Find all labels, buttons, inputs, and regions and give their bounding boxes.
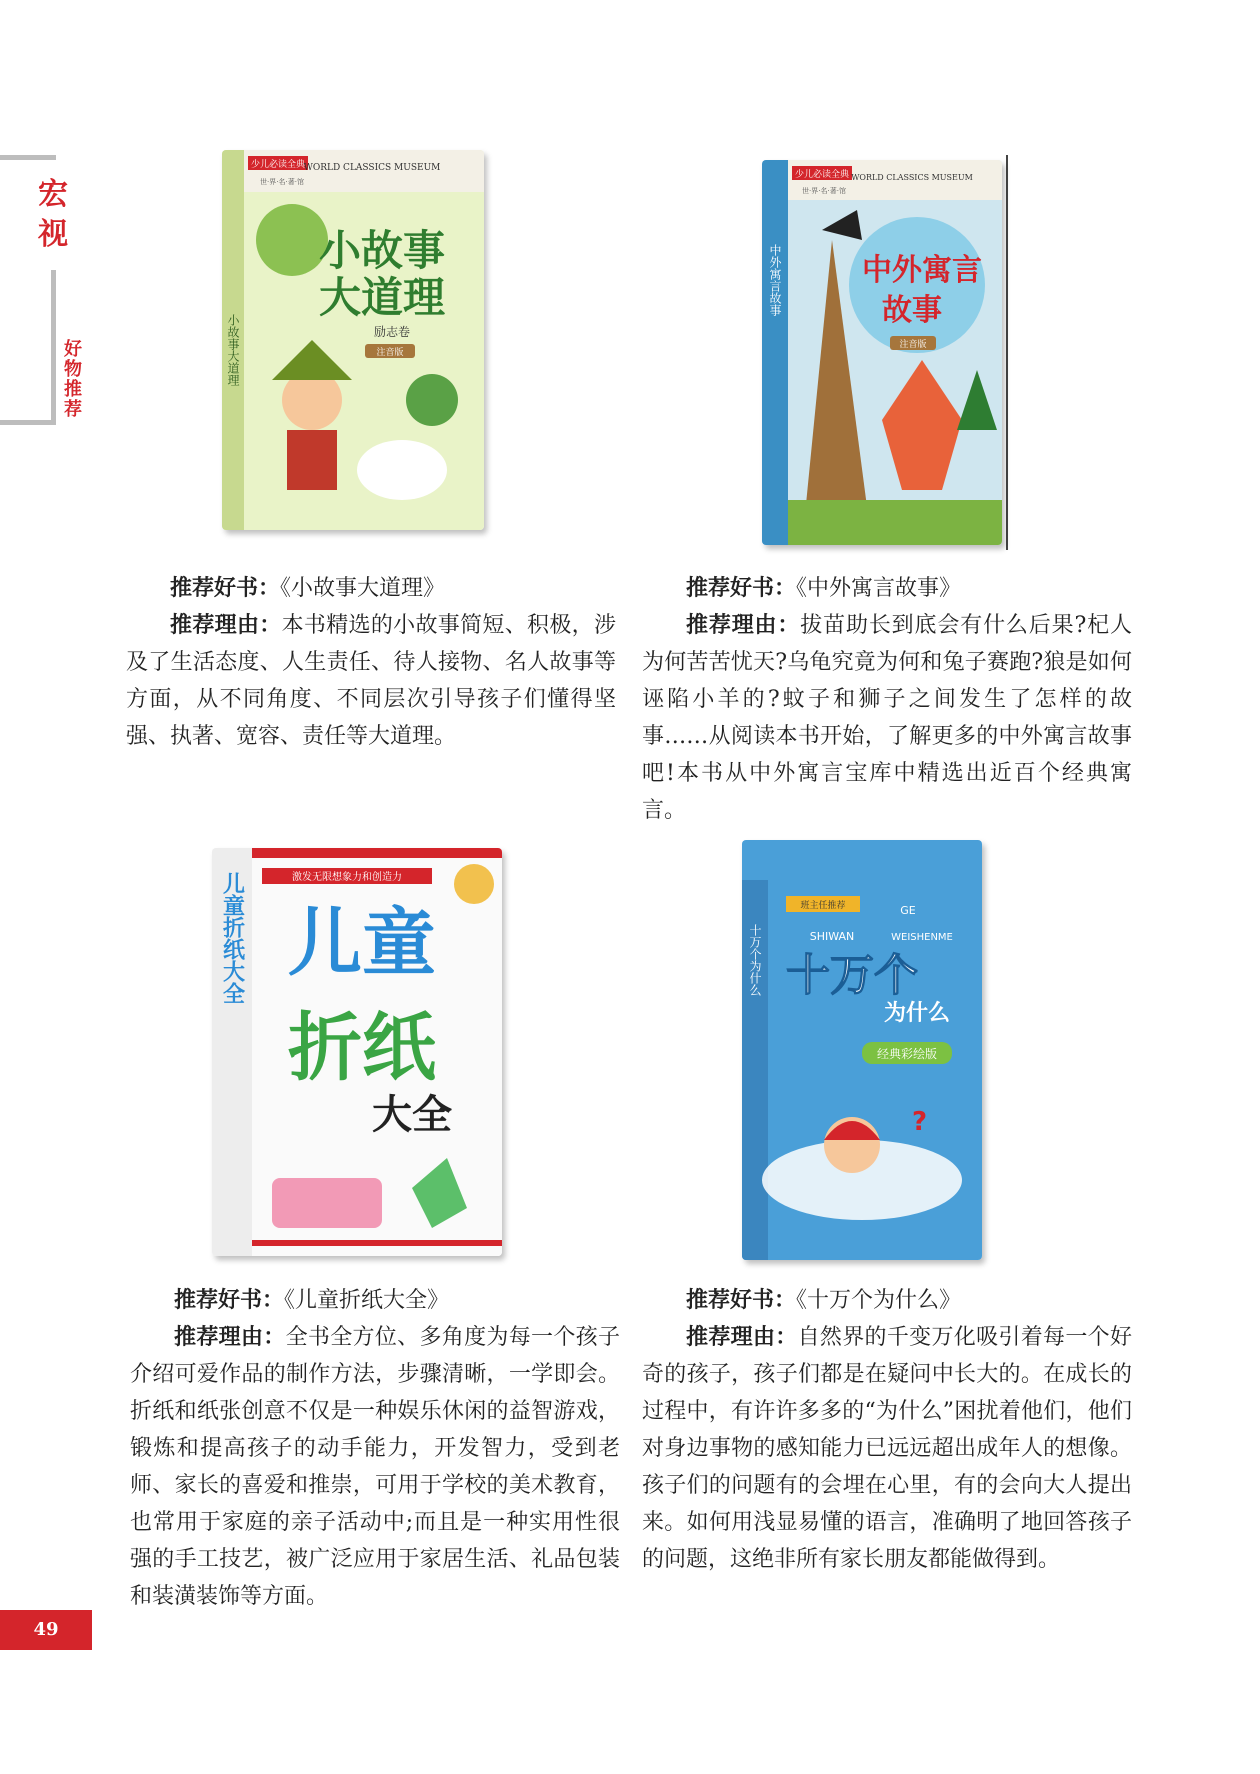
book-reason [126, 607, 616, 755]
cover-series-sub: 世·界·名·著·馆 [260, 178, 304, 186]
book-reason [642, 1319, 1132, 1578]
book-title: 《十万个为什么》 [796, 1288, 962, 1313]
cover-title-line2: 大道理 [318, 273, 446, 322]
cover-title-line2: 为什么 [883, 1001, 951, 1026]
cover-title-line1: 儿童 [288, 900, 436, 986]
column-rule [1006, 155, 1008, 550]
reason-label: 推荐理由： [686, 1324, 798, 1350]
cover-title-line3: 大全 [372, 1092, 452, 1138]
book-label: 推荐好书： [170, 575, 281, 601]
book-reason [130, 1319, 620, 1615]
section-title-char: 视 [38, 217, 68, 252]
bracket-bottom-rule [0, 420, 56, 425]
cover-pinyin-1: SHIWAN [809, 930, 855, 943]
cover-spine: 十万个为什么 [748, 924, 762, 996]
cover-series-en: WORLD CLASSICS MUSEUM [851, 173, 973, 182]
cover-illustration [742, 840, 982, 1260]
book-entry-zhezhi [130, 1282, 620, 1615]
reason-label: 推荐理由： [686, 612, 801, 638]
section-subtitle: 好物推荐 [64, 339, 82, 420]
book-title-line [642, 570, 1132, 607]
book-label: 推荐好书： [686, 575, 797, 601]
book-title: 《儿童折纸大全》 [284, 1288, 450, 1313]
book-title-line [126, 570, 616, 607]
bracket-top-rule [0, 155, 56, 160]
cover-edition: 注音版 [376, 348, 404, 358]
book-entry-shiwange [642, 1282, 1132, 1578]
cover-title-line1: 十万个 [786, 950, 918, 1001]
cover-edition: 注音版 [899, 340, 927, 350]
book-cover-zhezhi [212, 848, 502, 1256]
page-number: 49 [0, 1610, 92, 1650]
cover-title-line2: 折纸 [288, 1005, 436, 1091]
bracket-vertical-rule [51, 270, 56, 425]
reason-label: 推荐理由： [174, 1324, 286, 1350]
reason-text: 自然界的千变万化吸引着每一个好奇的孩子，孩子们都是在疑问中长大的。在成长的过程中，有许许多多的“为什么”困扰着他们，他们对身边事物的感知能力已远远超出成年人的想像。孩子们的问题有的会埋在心里，有的会向大人提出来。如何用浅显易懂的语言，准确明了地回答孩子的问题，这绝非所有家长朋友都能做得到。 [642, 1325, 1132, 1572]
cover-title-line1: 中外寓言 [862, 253, 982, 288]
book-reason [642, 607, 1132, 829]
cover-spine: 小故事大道理 [226, 314, 240, 386]
book-title: 《中外寓言故事》 [796, 576, 962, 601]
book-cover-xiaogushi [222, 150, 484, 530]
book-cover-shiwange [742, 840, 982, 1260]
svg-text:?: ? [912, 1107, 928, 1137]
reason-label: 推荐理由： [170, 612, 282, 638]
cover-spine: 中外寓言故事 [768, 244, 782, 316]
reason-text: 全书全方位、多角度为每一个孩子介绍可爱作品的制作方法，步骤清晰，一学即会。折纸和纸张创意不仅是一种娱乐休闲的益智游戏，锻炼和提高孩子的动手能力，开发智力，受到老师、家长的喜爱和推崇，可用于学校的美术教育，也常用于家庭的亲子活动中;而且是一种实用性很强的手工技艺，被广泛应用于家居生活、礼品包装和装潢装饰等方面。 [130, 1325, 620, 1609]
cover-series-badge: 少儿必读全典 [250, 160, 306, 170]
reason-text: 拔苗助长到底会有什么后果?杞人为何苦苦忧天?乌龟究竟为何和兔子赛跑?狼是如何诬陷小羊的?蚊子和狮子之间发生了怎样的故事……从阅读本书开始，了解更多的中外寓言故事吧!本书从中外寓言宝库中精选出近百个经典寓言。 [642, 613, 1132, 823]
cover-pinyin-2: GE [900, 904, 916, 917]
book-title-line [642, 1282, 1132, 1319]
reason-text: 本书精选的小故事简短、积极，涉及了生活态度、人生责任、待人接物、名人故事等方面，从不同角度、不同层次引导孩子们懂得坚强、执著、宽容、责任等大道理。 [126, 613, 616, 749]
cover-series-badge: 少儿必读全典 [794, 170, 850, 180]
cover-spine: 儿童折纸大全 [219, 872, 245, 1004]
cover-tag: 班主任推荐 [800, 901, 846, 911]
cover-volume: 励志卷 [373, 325, 411, 339]
cover-title-line2: 故事 [882, 293, 942, 328]
book-title-line [130, 1282, 620, 1319]
book-cover-yuyan [762, 160, 1002, 545]
cover-edition: 经典彩绘版 [876, 1047, 938, 1061]
book-title: 《小故事大道理》 [280, 576, 446, 601]
book-entry-xiaogushi [126, 570, 616, 755]
cover-illustration [762, 160, 1002, 545]
book-label: 推荐好书： [174, 1287, 285, 1313]
cover-series-sub: 世·界·名·著·馆 [802, 187, 846, 195]
cover-illustration [222, 150, 484, 530]
cover-illustration [212, 848, 502, 1256]
book-entry-yuyan [642, 570, 1132, 829]
cover-series-en: WORLD CLASSICS MUSEUM [303, 163, 441, 173]
cover-pinyin-3: WEISHENME [891, 932, 953, 943]
cover-banner: 激发无限想象力和创造力 [292, 872, 402, 883]
book-label: 推荐好书： [686, 1287, 797, 1313]
cover-title-line1: 小故事 [318, 226, 446, 275]
section-title-char: 宏 [38, 177, 68, 212]
